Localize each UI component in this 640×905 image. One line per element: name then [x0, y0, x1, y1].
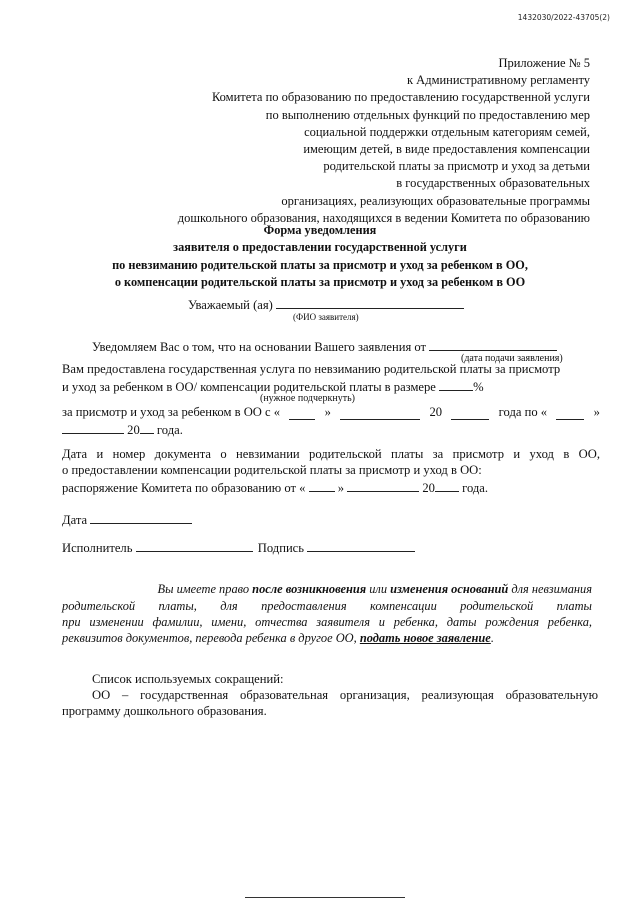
start-day-field[interactable] — [289, 407, 315, 420]
form-title — [70, 222, 570, 292]
appendix-line: дошкольного образования, находящихся в ведении Комитета по образованию — [177, 210, 590, 225]
appendix-line: в государственных образовательных — [396, 176, 590, 191]
executor-field[interactable] — [136, 539, 253, 552]
start-year-field[interactable] — [451, 407, 489, 420]
applicant-name-field[interactable] — [276, 296, 464, 309]
title-line: по невзиманию родительской платы за присмотр и уход за ребенком в ОО, — [112, 257, 528, 272]
appendix-header — [110, 55, 590, 227]
decision-line-2: о предоставлении компенсации родительской платы за присмотр и уход в ОО: — [62, 463, 482, 477]
title-line: о компенсации родительской платы за присмотр и уход за ребенком в ОО — [114, 275, 526, 290]
warning-line-1: Вы имеете право после возникновения или изменения оснований для невзимания — [157, 582, 592, 596]
document-id: 1432030/2022-43705(2) — [517, 13, 610, 22]
appendix-line: социальной поддержки отдельным категориям семей, — [304, 124, 590, 139]
signature-row — [62, 539, 415, 556]
signature-label: Подпись — [257, 541, 305, 555]
greeting-label: Уважаемый (ая) — [188, 298, 273, 312]
start-month-field[interactable] — [340, 407, 420, 420]
executor-label: Исполнитель — [62, 541, 133, 555]
title-line: Форма уведомления — [263, 223, 377, 237]
applicant-name-caption: (ФИО заявителя) — [293, 312, 359, 322]
abbrev-line-2: программу дошкольного образования. — [62, 704, 267, 718]
greeting-line — [188, 296, 464, 313]
end-day-field[interactable] — [556, 407, 584, 420]
choose-caption: (нужное подчеркнуть) — [260, 393, 355, 404]
warning-line-3: при изменении фамилии, имени, отчества заявителя и ребенка, даты рождения ребенка, — [62, 615, 592, 629]
end-month-field[interactable] — [62, 421, 124, 434]
notice-line-5: 20 года. — [62, 421, 183, 438]
decision-line-1: Дата и номер документа о невзимании родительской платы за присмотр и уход в ОО, — [62, 447, 600, 461]
appendix-line: к Административному регламенту — [406, 73, 590, 88]
appendix-line: родительской платы за присмотр и уход за детьми — [323, 159, 590, 174]
end-year-field[interactable] — [140, 421, 154, 434]
new-application-emphasis: подать новое заявление — [359, 631, 491, 645]
abbrev-line-1: ОО – государственная образовательная организация, реализующая образовательную — [92, 688, 598, 702]
appendix-line: организациях, реализующих образовательные программы — [281, 193, 590, 208]
date-label: Дата — [62, 513, 88, 527]
date-field[interactable] — [90, 511, 192, 524]
compensation-percent-field[interactable] — [439, 378, 473, 391]
application-date-caption: (дата подачи заявления) — [461, 353, 563, 364]
abbrev-title: Список используемых сокращений: — [92, 672, 284, 686]
notice-line-2: Вам предоставлена государственная услуга по невзиманию родительской платы за присмотр — [62, 362, 561, 376]
appendix-line: по выполнению отдельных функций по предоставлению мер — [265, 107, 590, 122]
date-row — [62, 511, 192, 528]
order-day-field[interactable] — [309, 479, 335, 492]
warning-line-4: реквизитов документов, перевода ребенка в другое ОО, подать новое заявление. — [62, 631, 494, 645]
appendix-line: имеющим детей, в виде предоставления компенсации — [303, 142, 590, 157]
decision-line-3: распоряжение Комитета по образованию от « » 20 года. — [62, 481, 489, 495]
application-date-field[interactable] — [429, 338, 557, 351]
appendix-line: Приложение № 5 — [498, 56, 590, 70]
notice-line-1: Уведомляем Вас о том, что на основании Вашего заявления от — [92, 338, 557, 355]
signature-field[interactable] — [307, 539, 415, 552]
notice-line-3: и уход за ребенком в ОО/ компенсации родительской платы в размере % — [62, 380, 484, 394]
order-year-field[interactable] — [435, 479, 459, 492]
order-month-field[interactable] — [347, 479, 419, 492]
notice-line-4: за присмотр и уход за ребенком в ОО с « » 20 года по « » — [62, 405, 600, 419]
warning-line-2: родительской платы, для предоставления компенсации родительской платы — [62, 599, 592, 613]
title-line: заявителя о предоставлении государственной услуги — [173, 240, 467, 255]
page-edge-line — [245, 897, 405, 898]
appendix-line: Комитета по образованию по предоставлению государственной услуги — [211, 90, 590, 105]
